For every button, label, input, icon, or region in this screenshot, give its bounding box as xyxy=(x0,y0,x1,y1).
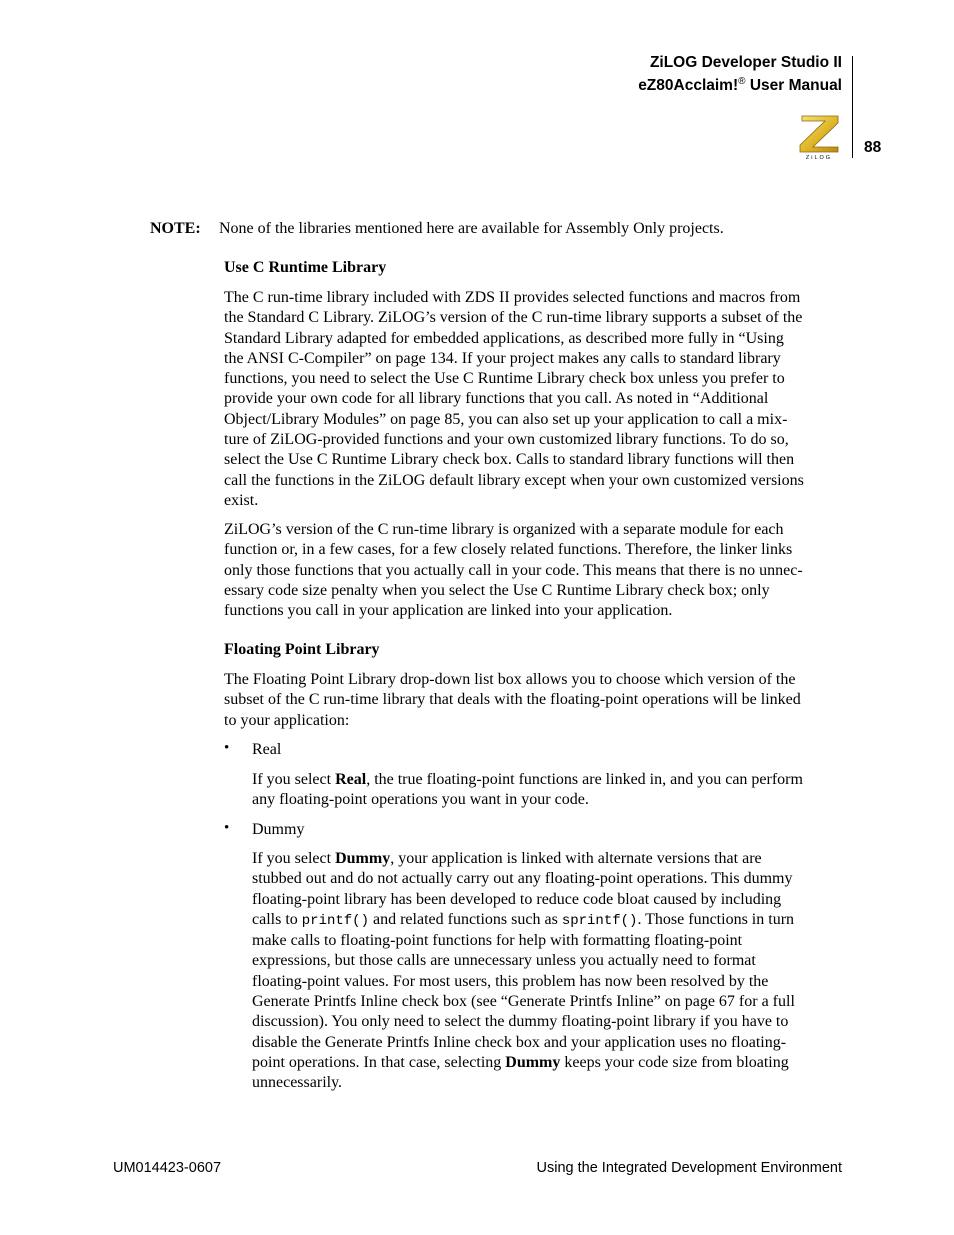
footer-document-id: UM014423-0607 xyxy=(113,1160,222,1176)
zilog-logo-icon xyxy=(796,114,842,160)
text-line: calls to printf() and related functions such as sprintf(). Those functions in turn xyxy=(252,910,795,929)
page-number: 88 xyxy=(864,139,882,156)
title-line-2: eZ80Acclaim!® User Manual xyxy=(638,76,842,94)
paragraph-real-description xyxy=(252,770,803,811)
logo-wordmark: ZiLOG xyxy=(805,155,833,160)
text-line: subset of the C run-time library that deals with the floating-point operations will be linked xyxy=(224,691,801,709)
text-line: exist. xyxy=(224,491,259,509)
text-line: functions you call in your application are linked into your application. xyxy=(224,602,673,620)
text-line: the ANSI C-Compiler” on page 134. If your project makes any calls to standard library xyxy=(224,349,781,367)
text-line: If you select Dummy, your application is linked with alternate versions that are xyxy=(252,850,762,867)
text-line: ture of ZiLOG-provided functions and your own customized library functions. To do so, xyxy=(224,431,789,449)
text-line: call the functions in the ZiLOG default library except when your own customized versions xyxy=(224,471,804,489)
text-line: discussion). You only need to select the dummy floating-point library if you have to xyxy=(252,1013,789,1031)
text-line: Object/Library Modules” on page 85, you can also set up your application to call a mix- xyxy=(224,410,788,428)
footer-chapter-title: Using the Integrated Development Environment xyxy=(536,1160,842,1176)
text-line: floating-point library has been developed to reduce code bloat caused by including xyxy=(252,890,782,908)
text-line: the Standard C Library. ZiLOG’s version of the C run-time library supports a subset of the xyxy=(224,309,803,327)
text-line: functions, you need to select the Use C Runtime Library check box unless you prefer to xyxy=(224,370,785,388)
text-line: select the Use C Runtime Library check box. Calls to standard library functions will then xyxy=(224,451,795,469)
text-line: The C run-time library included with ZDS II provides selected functions and macros from xyxy=(224,289,801,306)
text-line: floating-point values. For most users, this problem has now been resolved by the xyxy=(252,972,769,990)
text-line: If you select Real, the true floating-point functions are linked in, and you can perform xyxy=(252,771,803,788)
text-line: any floating-point operations you want in your code. xyxy=(252,791,589,809)
text-line: unnecessarily. xyxy=(252,1074,343,1092)
bullet-icon: • xyxy=(224,740,230,756)
text-line: make calls to floating-point functions for help with formatting floating-point xyxy=(252,932,743,950)
text-line: Generate Printfs Inline check box (see “Generate Printfs Inline” on page 67 for a full xyxy=(252,993,795,1011)
text-line: expressions, but those calls are unnecessary unless you actually need to format xyxy=(252,952,756,970)
code-printf: printf() xyxy=(301,912,369,929)
paragraph-floating-intro xyxy=(224,670,801,731)
list-item-dummy: Dummy xyxy=(252,821,305,838)
paragraph-runtime-modules xyxy=(224,520,803,621)
section-heading-use-c-runtime: Use C Runtime Library xyxy=(224,259,387,276)
document-title xyxy=(638,53,842,95)
bullet-icon: • xyxy=(224,820,230,836)
list-item-real: Real xyxy=(252,741,282,758)
text-line: The Floating Point Library drop-down list box allows you to choose which version of the xyxy=(224,671,796,688)
text-line: only those functions that you actually call in your code. This means that there is no unnec- xyxy=(224,561,803,579)
note-text: None of the libraries mentioned here are available for Assembly Only projects. xyxy=(219,220,724,237)
text-line: function or, in a few cases, for a few closely related functions. Therefore, the linker links xyxy=(224,541,793,559)
text-line: provide your own code for all library functions that you call. As noted in “Additional xyxy=(224,390,769,408)
paragraph-dummy-description xyxy=(252,849,795,1094)
text-line: ZiLOG’s version of the C run-time library is organized with a separate module for each xyxy=(224,521,784,538)
note xyxy=(150,219,724,239)
text-line: Standard Library adapted for embedded applications, as described more fully in “Using xyxy=(224,329,784,347)
header-divider xyxy=(852,56,853,158)
text-line: disable the Generate Printfs Inline check box and your application uses no floating- xyxy=(252,1033,787,1051)
text-line: point operations. In that case, selecting Dummy keeps your code size from bloating xyxy=(252,1053,789,1071)
text-line: essary code size penalty when you select the Use C Runtime Library check box; only xyxy=(224,581,770,599)
text-line: stubbed out and do not actually carry out any floating-point operations. This dummy xyxy=(252,870,793,888)
title-line-1: ZiLOG Developer Studio II xyxy=(649,54,842,71)
text-line: to your application: xyxy=(224,711,350,729)
paragraph-runtime-intro xyxy=(224,288,804,511)
section-heading-floating-point: Floating Point Library xyxy=(224,641,380,658)
note-label: NOTE: xyxy=(150,220,201,237)
code-sprintf: sprintf() xyxy=(561,912,638,929)
